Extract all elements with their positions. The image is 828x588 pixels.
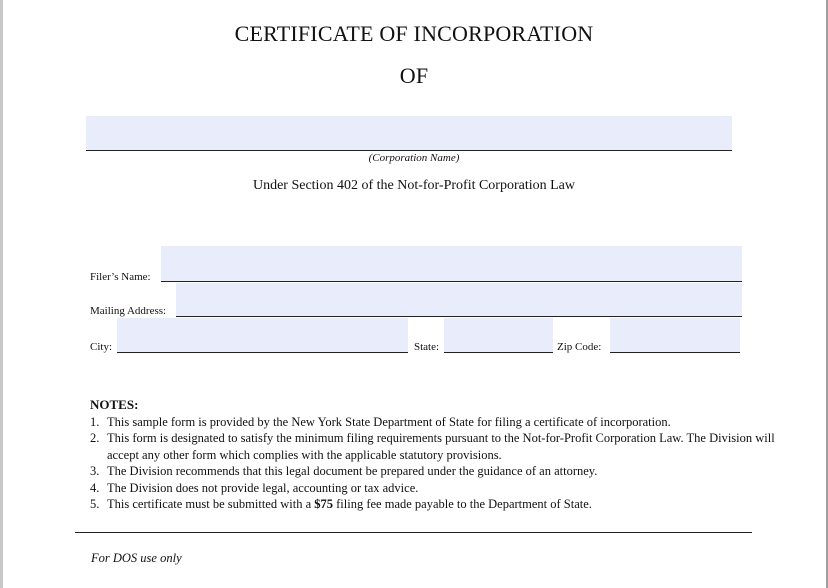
statute-subtitle: Under Section 402 of the Not-for-Profit Corporation Law [252,178,576,193]
state-field[interactable] [444,318,553,352]
footer-divider [75,532,752,533]
city-field[interactable] [117,318,408,352]
state-label: State: [414,341,440,353]
zip-code-field[interactable] [610,318,740,352]
note-item [90,496,790,513]
note-item [90,430,790,463]
zip-code-label: Zip Code: [557,341,602,353]
dos-use-only-label: For DOS use only [91,551,182,565]
note-item [90,414,790,431]
filer-name-rule [161,281,742,282]
note-text: The Division does not provide legal, accounting or tax advice. [107,480,419,495]
mailing-address-rule [176,316,742,317]
corporation-name-caption: (Corporation Name) [368,152,460,164]
certificate-title-of: OF [399,63,429,88]
state-rule [444,352,553,353]
city-label: City: [90,341,113,353]
note-number: 5. [90,497,100,511]
zip-code-rule [610,352,740,353]
note-number: 2. [90,431,100,445]
note-text: This form is designated to satisfy the minimum filing requirements pursuant to the Not-for-Profit Corporation Law. The Division will accept any other form which complies with the applicable statutory provisions. [107,431,775,462]
note-text: This sample form is provided by the New York State Department of State for filing a certificate of incorporation. [107,414,671,429]
note-item [90,463,790,480]
notes-section [90,397,790,513]
note-number: 3. [90,464,100,478]
note-text-before: This certificate must be submitted with a [107,497,315,511]
corporation-name-rule [86,150,732,151]
notes-list [90,414,790,513]
city-rule [117,352,408,353]
note-number: 4. [90,480,100,495]
filing-fee: $75 [314,497,333,511]
note-text: The Division recommends that this legal document be prepared under the guidance of an attorney. [107,464,598,478]
note-text-after: filing fee made payable to the Department of State. [333,497,592,511]
filer-name-field[interactable] [161,246,742,281]
notes-title: NOTES: [90,397,139,412]
note-item [90,480,790,497]
mailing-address-field[interactable] [176,283,742,316]
mailing-address-label: Mailing Address: [90,305,167,317]
certificate-title: CERTIFICATE OF INCORPORATION [234,21,594,46]
note-number: 1. [90,414,100,429]
filer-name-label: Filer’s Name: [90,271,151,283]
corporation-name-field[interactable] [86,116,732,150]
